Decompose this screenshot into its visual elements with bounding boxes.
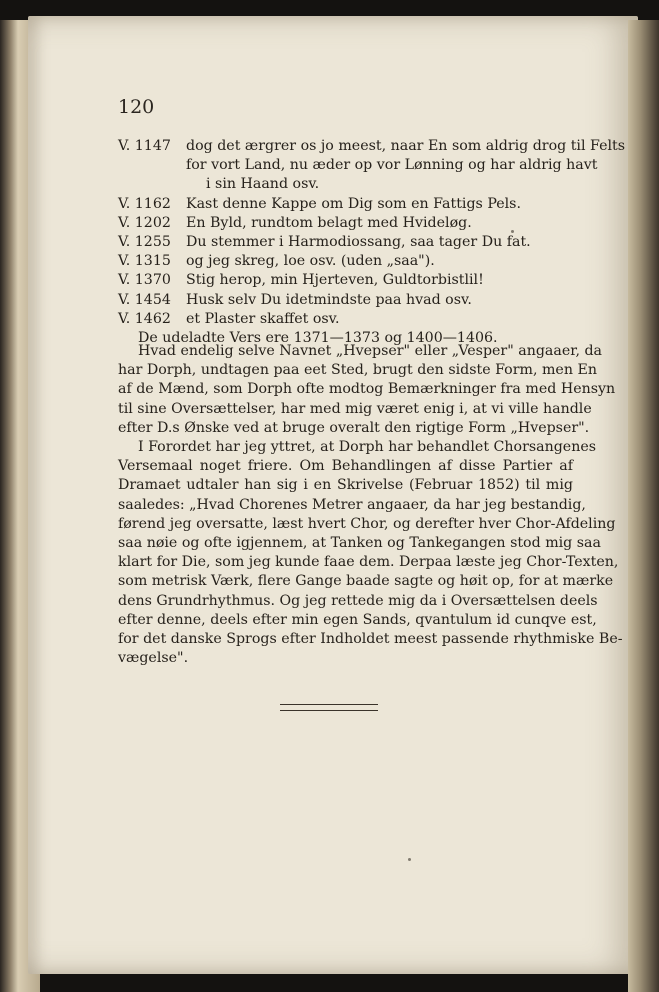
paragraph-line: saa nøie og ofte igjennem, at Tanken og Tankegangen stod mig saa — [118, 534, 601, 551]
book-edge-right — [628, 20, 659, 992]
paper-speck — [408, 858, 411, 861]
paragraph-line: for det danske Sprogs efter Indholdet meest passende rhythmiske Be- — [118, 630, 623, 647]
paragraph-line: efter denne, deels efter min egen Sands, qvantulum id cunqve est, — [118, 611, 597, 628]
verse-row — [118, 272, 588, 291]
verse-text: et Plaster skaffet osv. — [186, 310, 340, 327]
verse-row-cont — [118, 157, 598, 176]
paragraph-line: saaledes: „Hvad Chorenes Metrer angaaer, da har jeg bestandig, — [118, 496, 586, 513]
paragraph-line: Hvad endelig selve Navnet „Hvepser" eller „Vesper" angaaer, da — [138, 343, 603, 359]
verse-ref: V. 1370 — [118, 272, 171, 289]
paper-speck — [511, 230, 514, 233]
paragraph-line: I Forordet har jeg yttret, at Dorph har behandlet Chorsangenes — [138, 439, 597, 455]
verse-ref: V. 1162 — [118, 195, 171, 212]
paragraph-line: af de Mænd, som Dorph ofte modtog Bemærkninger fra med Hensyn — [118, 381, 616, 398]
paragraph-name-note — [118, 342, 616, 438]
paragraph-line: til sine Oversættelser, har med mig været enig i, at vi ville handle — [118, 400, 592, 417]
verse-row — [118, 215, 588, 234]
paragraph-line: som metrisk Værk, flere Gange baade sagte og høit op, for at mærke — [118, 573, 614, 590]
verse-row — [118, 253, 588, 272]
verse-ref: V. 1202 — [118, 214, 171, 231]
verse-row — [118, 292, 588, 311]
verse-text: Du stemmer i Harmodiossang, saa tager Du fat. — [186, 233, 531, 250]
verse-ref: V. 1315 — [118, 253, 171, 270]
paragraph-line: efter D.s Ønske ved at bruge overalt den rigtige Form „Hvepser". — [118, 419, 590, 436]
paragraph-line: Dramaet udtaler han sig i en Skrivelse (Februar 1852) til mig — [118, 477, 573, 494]
verse-ref: V. 1255 — [118, 233, 171, 250]
verse-ref: V. 1462 — [118, 310, 171, 327]
verse-row — [118, 311, 588, 330]
verse-text: Husk selv Du idetmindste paa hvad osv. — [186, 291, 472, 308]
verse-text: En Byld, rundtom belagt med Hvideløg. — [186, 214, 472, 231]
verse-text: Stig herop, min Hjerteven, Guldtorbistlil! — [186, 272, 484, 289]
page-number: 120 — [118, 96, 155, 118]
verse-ref: V. 1454 — [118, 291, 171, 308]
verse-row-cont — [118, 176, 588, 195]
verse-text: og jeg skreg, loe osv. (uden „saa"). — [186, 253, 435, 270]
verse-text: i sin Haand osv. — [206, 176, 320, 193]
verse-text: for vort Land, nu æder op vor Lønning og har aldrig havt — [186, 157, 598, 174]
paragraph-line: dens Grundrhythmus. Og jeg rettede mig da i Oversættelsen deels — [118, 592, 598, 609]
paragraph-line: klart for Die, som jeg kunde faae dem. Derpaa læste jeg Chor-Texten, — [118, 554, 619, 571]
paragraph-line: førend jeg oversatte, læst hvert Chor, og derefter hver Chor-Afdeling — [118, 515, 616, 532]
paragraph-line: Versemaal noget friere. Om Behandlingen af disse Partier af — [118, 458, 573, 475]
verse-row — [118, 138, 625, 157]
verse-row — [118, 234, 588, 253]
verse-notes — [118, 138, 625, 349]
summary-line: De udeladte Vers ere 1371—1373 og 1400—1406. — [138, 329, 498, 346]
verse-text: Kast denne Kappe om Dig som en Fattigs Pels. — [186, 195, 521, 212]
section-divider — [280, 704, 378, 711]
verse-text: dog det ærgrer os jo meest, naar En som aldrig drog til Felts — [186, 138, 625, 154]
verse-ref: V. 1147 — [118, 138, 171, 154]
paragraph-chorus-note — [118, 438, 623, 668]
verse-row — [118, 196, 588, 215]
paragraph-line: vægelse". — [118, 650, 189, 667]
paragraph-line: har Dorph, undtagen paa eet Sted, brugt den sidste Form, men En — [118, 362, 597, 379]
